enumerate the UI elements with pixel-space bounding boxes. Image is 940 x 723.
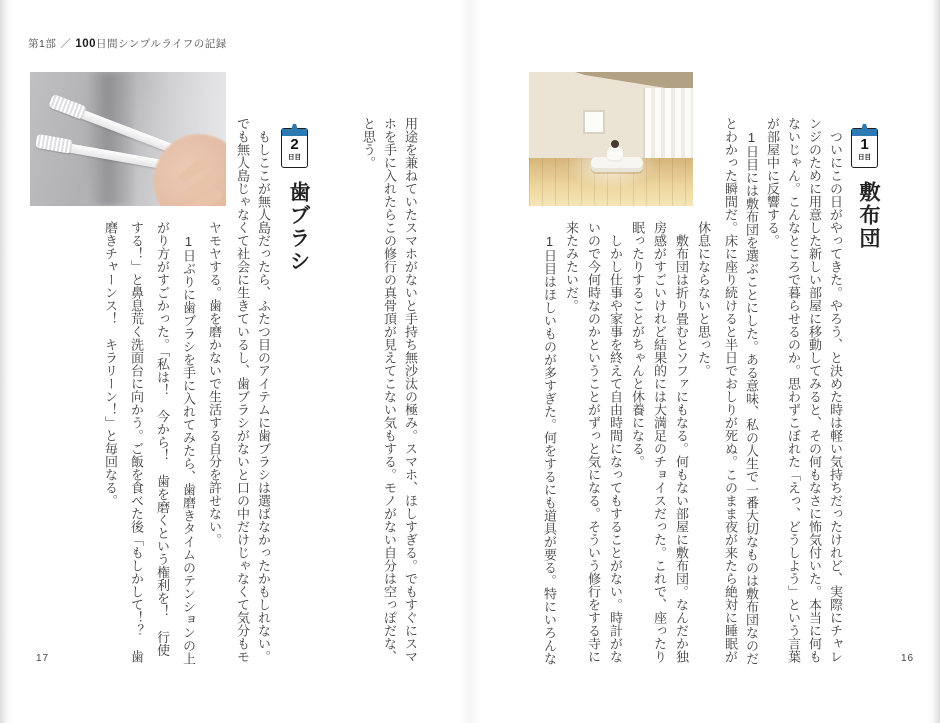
day-2-suffix: 日目 <box>288 154 301 161</box>
day-1-suffix: 日目 <box>858 154 871 161</box>
blurred-background-band <box>86 72 134 206</box>
paragraph: 敷布団は折り畳むとソファにもなる。何もない部屋に敷布団。なんだか独房感がすごいけれど結果的には大満足のチョイスだった。これで、座ったり眠ったりすることがちゃんと休養になる。 <box>630 221 689 663</box>
page-edge-right <box>927 0 940 723</box>
toothbrush-bristles <box>35 134 73 154</box>
paragraph: 休息にならないと思った。 <box>696 221 711 377</box>
day-2-calendar-badge <box>281 128 308 168</box>
day-1-number: 1 <box>860 136 869 153</box>
paragraph: もしここが無人島だったら、ふたつ目のアイテムに歯ブラシは選ばなかったかもしれない。でも無人島じゃなくて社会に生きているし、歯ブラシがないと口の中だけじゃなくて気分もモ <box>235 117 271 663</box>
book-title-number: 100 <box>75 38 97 50</box>
page-number-16: 16 <box>901 653 915 664</box>
day-2-text-below-photo <box>97 221 227 665</box>
toothbrush-photo <box>30 72 226 206</box>
paragraph: 1日目には敷布団を選ぶことにした。ある意味、私の人生で一番大切なものは敷布団なのだとわかった瞬間だ。床に座り続けると半日でおしりが死ぬ。このまま夜が来たら絶対に睡眠が <box>723 117 759 665</box>
paragraph: ついにこの日がやってきた。やろう、と決めた時は軽い気持ちだったけれど、実際にチャレンジのために用意した新しい部屋に移動してみると、その何もなさに怖気付いた。本当に何もないじゃん。こんなところで暮らせるのか。思わずこぼれた「えっ、どうしよう」という言葉が部屋中に反響する。 <box>765 117 843 663</box>
seated-person <box>607 146 623 162</box>
paragraph: ヤモヤする。歯を磨かないで生活する自分を許せない。 <box>207 221 222 546</box>
separator: ／ <box>60 38 72 50</box>
day-1-text-continued <box>358 117 421 667</box>
paragraph: 1日ぶりに歯ブラシを手に入れてみたら、歯磨きタイムのテンションの上がり方がすごかった。「私は！ 今から！ 歯を磨くという権利を！ 行使する！」と鼻息荒く洗面台に向かう。ご飯を食べた後「もしかして！？ 歯磨きチャーンス！ キラリーン！」と毎回なる。 <box>103 221 196 665</box>
book-title-rest: 日間シンプルライフの記録 <box>96 38 227 50</box>
calendar-top-bar <box>852 129 877 136</box>
day-2-text-main <box>232 117 274 667</box>
day-2-title: 歯ブラシ <box>287 181 310 273</box>
calendar-top-bar <box>282 129 307 136</box>
toothbrush-bristles <box>48 94 87 120</box>
paragraph: しかし仕事や家事を終えて自由時間になってもすることがない。時計がないので今何時なのかということがずっと気になる。そういう修行をする寺に来たみたいだ。 <box>564 221 623 663</box>
day-1-text-main <box>720 117 846 667</box>
book-gutter <box>460 0 480 723</box>
page-number-17: 17 <box>36 653 50 664</box>
paragraph: 1日目はほしいものが多すぎた。何をするにも道具が要る。特にいろんな <box>542 221 557 665</box>
running-head <box>28 36 227 51</box>
day-1-calendar-badge <box>851 128 878 168</box>
room-window <box>583 110 605 134</box>
part-label: 第1部 <box>28 38 57 50</box>
seated-person-head <box>611 140 619 148</box>
day-1-text-below-photo <box>538 221 714 665</box>
day-1-title: 敷布団 <box>857 181 880 250</box>
futon-room-photo <box>529 72 693 206</box>
paragraph: 用途を兼ねていたスマホがないと手持ち無沙汰の極み。スマホ、ほしすぎる。でもすぐにスマホを手に入れたらこの修行の真骨頂が見えてこない気もする。モノがない自分は空っぽだな、と思う。 <box>361 117 418 663</box>
day-2-number: 2 <box>290 136 299 153</box>
page-edge-left <box>0 0 13 723</box>
